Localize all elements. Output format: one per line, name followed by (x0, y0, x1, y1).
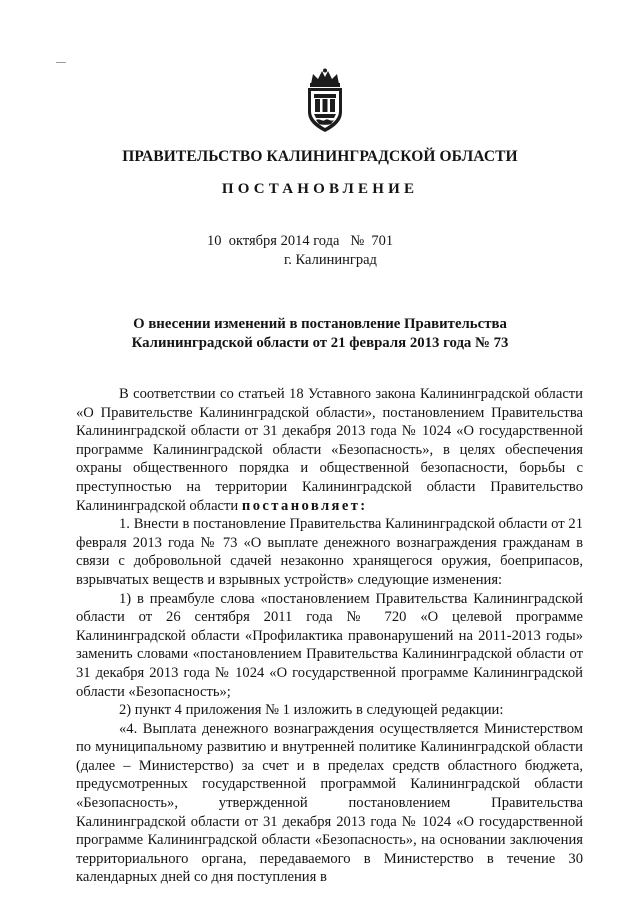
document-body (76, 385, 583, 887)
paragraph-subitem-2: 2) пункт 4 приложения № 1 изложить в следующей редакции: (119, 702, 504, 719)
scan-margin-mark (56, 62, 66, 63)
paragraph-subitem-1: 1) в преамбуле слова «постановлением Правительства Калининградской области от 26 сентября 2011 года № 720 «О целевой программе Калининградской области «Профилактика правонарушений на 2011-2013 годы» заменить словами «постановлением Правительства Калининградской области от 31 декабря 2013 года № 1024 «О государственной программе Калининградской области «Безопасность»; (76, 590, 583, 700)
paragraph-item-1: 1. Внести в постановление Правительства Калининградской области от 21 февраля 2013 года № 73 «О выплате денежного вознаграждения гражданам в связи с добровольной сдачей незаконно хранящегося оружия, боеприпасов, взрывчатых веществ и взрывных устройств» следующие изменения: (76, 516, 583, 588)
subject-line-2: Калининградской области от 21 февраля 2013 года № 73 (131, 335, 509, 351)
document-subject (90, 315, 550, 353)
document-type: ПОСТАНОВЛЕНИЕ (221, 181, 419, 197)
preamble-text: В соответствии со статьей 18 Уставного закона Калининградской области «О Правительстве Калининградской области», постановлением Правительства Калининградской области от 31 декабря 2013 года № 1024 «О государственной программе Калининградской области «Безопасность», в целях обеспечения охраны общественного порядка и общественной безопасности, борьбы с преступностью на территории Калининградской области Правительство Калининградской области (76, 386, 583, 514)
document-date-number: 10 октября 2014 года № 701 (207, 233, 394, 249)
document-city: г. Калининград (284, 252, 377, 268)
coat-of-arms-icon (303, 68, 347, 134)
paragraph-preamble (76, 385, 583, 515)
paragraph-new-point-4: «4. Выплата денежного вознаграждения осуществляется Министерством по муниципальному развитию и внутренней политике Калининградской области (далее – Министерство) за счет и в пределах средств областного бюджета, предусмотренных государственной программой Калининградской области «Безопасность», утвержденной постановлением Правительства Калининградской области от 31 декабря 2013 года № 1024 «О государственной программе Калининградской области «Безопасность», на основании заключения территориального органа, передаваемого в Министерство в течение 30 календарных дней со дня поступления в (76, 720, 583, 886)
resolves-emphasis: постановляет: (241, 497, 368, 514)
subject-line-1: О внесении изменений в постановление Правительства (133, 316, 507, 332)
organization-title: ПРАВИТЕЛЬСТВО КАЛИНИНГРАДСКОЙ ОБЛАСТИ (122, 148, 518, 165)
